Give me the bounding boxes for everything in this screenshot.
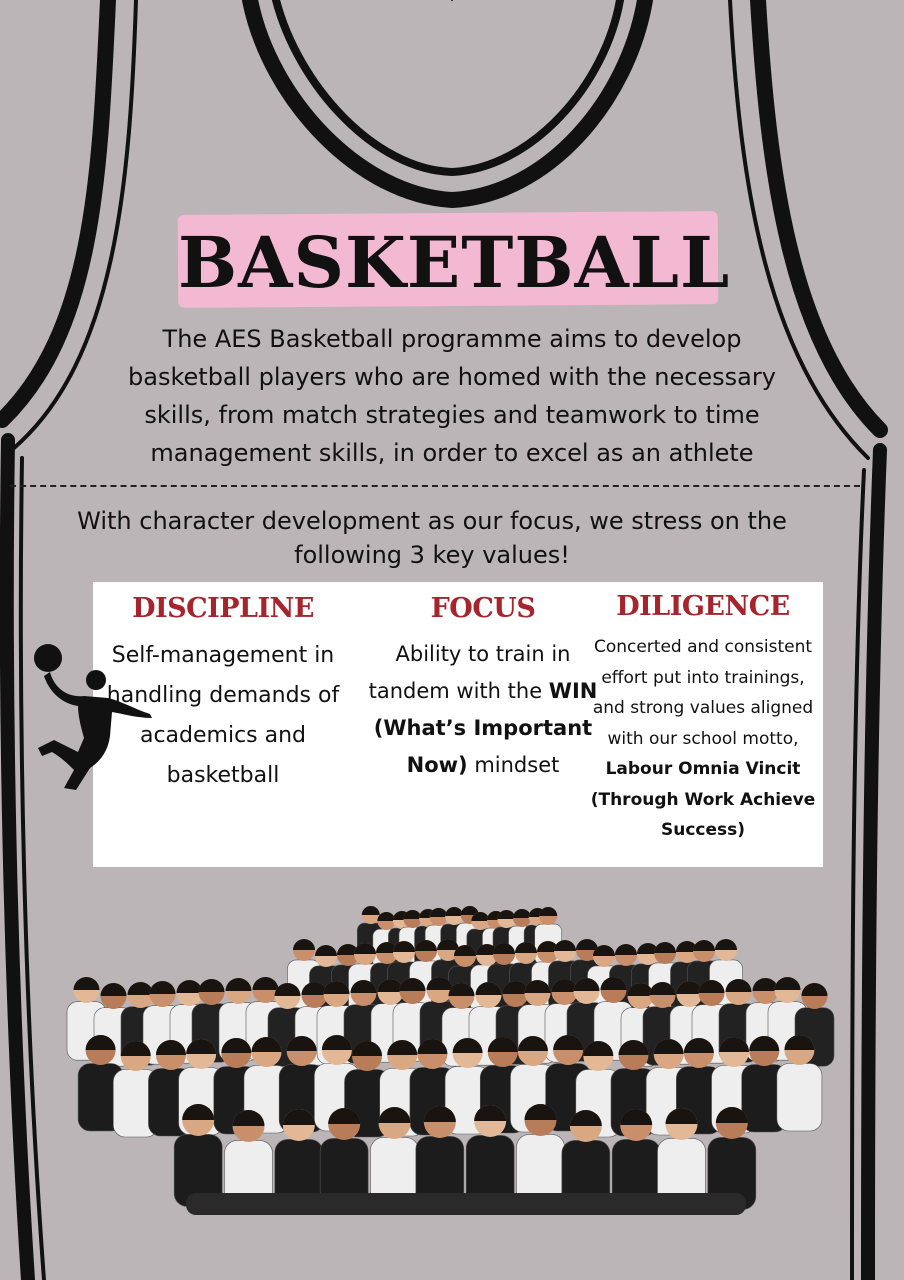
value-text: Self-management in handling demands of academics and basketball <box>106 643 340 788</box>
value-heading: DILIGENCE <box>616 591 790 622</box>
basketball-player-silhouette-icon <box>28 640 158 795</box>
value-focus <box>363 582 603 784</box>
values-intro: With character development as our focus, we stress on the following 3 key values! <box>77 507 787 569</box>
value-text <box>363 636 603 784</box>
programme-intro: The AES Basketball programme aims to develop basketball players who are homed with the necessary skills, from match strategies and teamwork to time management skills, in order to excel as an athlete <box>128 325 776 467</box>
value-heading: FOCUS <box>430 593 536 624</box>
value-text-start: Concerted and consistent effort put into trainings, and strong values aligned with our school motto, <box>592 637 814 749</box>
value-text-bold: WIN (What’s Important Now) <box>373 679 598 777</box>
dashed-divider <box>10 485 860 487</box>
value-diligence <box>588 582 818 846</box>
value-text-bold: Labour Omnia Vincit (Through Work Achieve Success) <box>590 759 816 840</box>
team-group-photo <box>36 878 836 1248</box>
front-row-seated <box>186 1193 746 1215</box>
value-text-end: mindset <box>467 753 560 777</box>
page-title: BASKETBALL <box>178 221 731 304</box>
value-text <box>588 632 818 846</box>
value-text-start: Ability to train in tandem with the <box>368 642 571 703</box>
key-values-card <box>93 582 823 867</box>
value-heading: DISCIPLINE <box>132 593 314 624</box>
